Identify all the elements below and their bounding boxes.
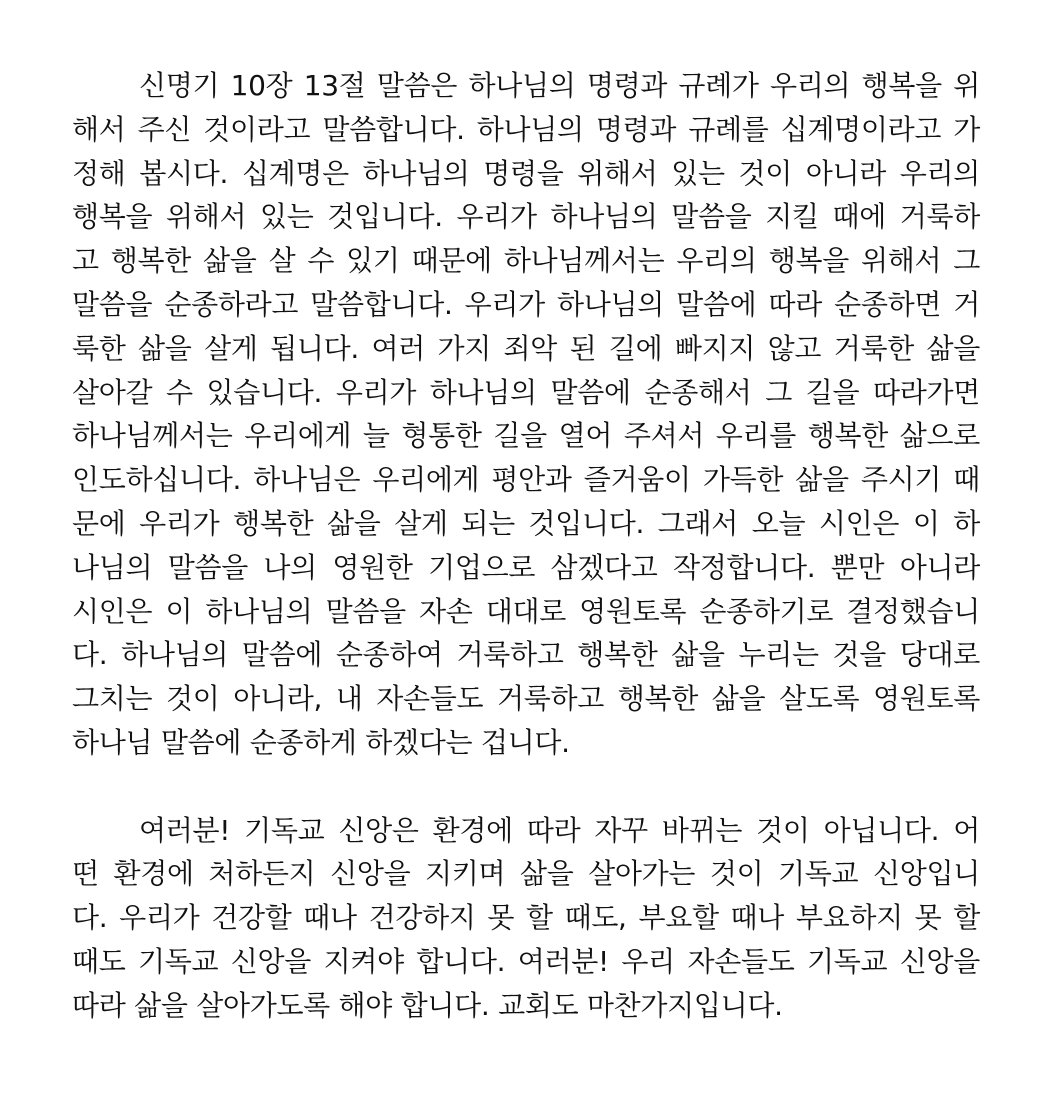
text-line: 살아갈 수 있습니다. 우리가 하나님의 말씀에 순종해서 그 길을 따라가면 bbox=[72, 375, 980, 409]
text-line: 하나님께서는 우리에게 늘 형통한 길을 열어 주셔서 우리를 행복한 삶으로 bbox=[72, 419, 980, 453]
paragraph-spacer bbox=[72, 765, 980, 809]
text-line: 행복을 위해서 있는 것입니다. 우리가 하나님의 말씀을 지킬 때에 거룩하 bbox=[72, 200, 980, 234]
text-line: 나님의 말씀을 나의 영원한 기업으로 삼겠다고 작정합니다. 뿐만 아니라 bbox=[72, 550, 980, 584]
text-line: 정해 봅시다. 십계명은 하나님의 명령을 위해서 있는 것이 아니라 우리의 bbox=[72, 156, 980, 190]
text-line: 고 행복한 삶을 살 수 있기 때문에 하나님께서는 우리의 행복을 위해서 그 bbox=[72, 244, 980, 278]
text-line: 신명기 10장 13절 말씀은 하나님의 명령과 규례가 우리의 행복을 위 bbox=[139, 69, 980, 102]
text-line: 해서 주신 것이라고 말씀합니다. 하나님의 명령과 규례를 십계명이라고 가 bbox=[72, 112, 980, 146]
paragraph-2 bbox=[72, 809, 980, 1028]
paragraph-1 bbox=[72, 64, 980, 765]
text-line: 떤 환경에 처하든지 신앙을 지키며 삶을 살아가는 것이 기독교 신앙입니 bbox=[72, 857, 980, 891]
text-line: 여러분! 기독교 신앙은 환경에 따라 자꾸 바뀌는 것이 아닙니다. 어 bbox=[139, 813, 980, 847]
text-line: 시인은 이 하나님의 말씀을 자손 대대로 영원토록 순종하기로 결정했습니 bbox=[72, 594, 980, 628]
text-line: 하나님 말씀에 순종하게 하겠다는 겁니다. bbox=[72, 725, 570, 759]
text-line: 다. 우리가 건강할 때나 건강하지 못 할 때도, 부요할 때나 부요하지 못 할 bbox=[72, 901, 980, 935]
text-line: 말씀을 순종하라고 말씀합니다. 우리가 하나님의 말씀에 따라 순종하면 거 bbox=[72, 287, 980, 321]
text-line: 문에 우리가 행복한 삶을 살게 되는 것입니다. 그래서 오늘 시인은 이 하 bbox=[72, 506, 980, 540]
document-body bbox=[72, 64, 980, 1028]
text-line: 그치는 것이 아니라, 내 자손들도 거룩하고 행복한 삶을 살도록 영원토록 bbox=[72, 682, 980, 716]
text-line: 다. 하나님의 말씀에 순종하여 거룩하고 행복한 삶을 누리는 것을 당대로 bbox=[72, 638, 980, 672]
text-line: 룩한 삶을 살게 됩니다. 여러 가지 죄악 된 길에 빠지지 않고 거룩한 삶을 bbox=[72, 331, 980, 365]
text-line: 따라 삶을 살아가도록 해야 합니다. 교회도 마찬가지입니다. bbox=[72, 988, 783, 1022]
text-line: 때도 기독교 신앙을 지켜야 합니다. 여러분! 우리 자손들도 기독교 신앙을 bbox=[72, 944, 980, 978]
text-line: 인도하십니다. 하나님은 우리에게 평안과 즐거움이 가득한 삶을 주시기 때 bbox=[72, 463, 980, 497]
